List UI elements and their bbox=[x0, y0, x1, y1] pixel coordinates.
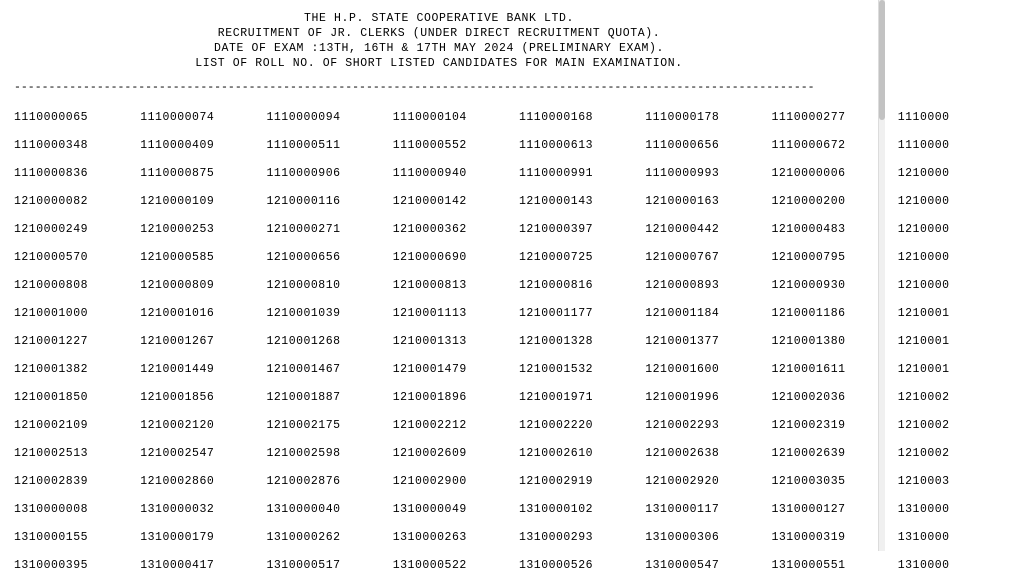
roll-number-cell: 1210000442 bbox=[645, 223, 720, 236]
roll-number-cell: 1210001377 bbox=[645, 335, 720, 348]
roll-number-cell: 1210001380 bbox=[771, 335, 846, 348]
roll-number-cell: 1210000082 bbox=[14, 195, 89, 208]
roll-number-cell: 1210002513 bbox=[14, 447, 89, 460]
roll-number-cell: 1210000 bbox=[897, 251, 950, 264]
roll-number-cell: 1110000 bbox=[897, 139, 950, 152]
roll-number-cell: 1210001850 bbox=[14, 391, 89, 404]
roll-number-cell: 1210001113 bbox=[392, 307, 467, 320]
roll-number-cell: 1210001479 bbox=[392, 363, 467, 376]
header-line-title: THE H.P. STATE COOPERATIVE BANK LTD. bbox=[303, 12, 575, 25]
roll-number-cell: 1210000483 bbox=[771, 223, 846, 236]
roll-number-cell: 1210001186 bbox=[771, 307, 846, 320]
roll-number-cell: 1310000 bbox=[897, 503, 950, 516]
roll-number-table bbox=[14, 104, 1024, 580]
roll-number-cell: 1210000816 bbox=[519, 279, 594, 292]
roll-number-cell: 1110000993 bbox=[645, 167, 720, 180]
roll-number-cell: 1210002 bbox=[897, 391, 950, 404]
roll-number-cell: 1210003035 bbox=[771, 475, 846, 488]
roll-number-cell: 1310000306 bbox=[645, 531, 720, 544]
roll-number-cell: 1210000116 bbox=[266, 195, 341, 208]
roll-number-cell: 1210001 bbox=[897, 335, 950, 348]
roll-number-cell: 1210001611 bbox=[771, 363, 846, 376]
roll-number-cell: 1110000074 bbox=[140, 111, 215, 124]
roll-number-cell: 1310000117 bbox=[645, 503, 720, 516]
roll-number-cell: 1210002036 bbox=[771, 391, 846, 404]
roll-number-cell: 1210001896 bbox=[392, 391, 467, 404]
header-line-recruitment: RECRUITMENT OF JR. CLERKS (UNDER DIRECT RECRUITMENT QUOTA). bbox=[217, 27, 661, 40]
roll-number-cell: 1310000526 bbox=[519, 559, 594, 572]
roll-number-cell: 1210000930 bbox=[771, 279, 846, 292]
roll-number-cell: 1210000813 bbox=[392, 279, 467, 292]
table-row bbox=[14, 440, 1024, 468]
roll-number-cell: 1210002860 bbox=[140, 475, 215, 488]
table-row bbox=[14, 356, 1024, 384]
roll-number-cell: 1310000127 bbox=[771, 503, 846, 516]
roll-number-cell: 1210002920 bbox=[645, 475, 720, 488]
roll-number-cell: 1210002598 bbox=[266, 447, 341, 460]
roll-number-cell: 1210000200 bbox=[771, 195, 846, 208]
roll-number-cell: 1210000585 bbox=[140, 251, 215, 264]
roll-number-cell: 1210002876 bbox=[266, 475, 341, 488]
header-spacer bbox=[0, 95, 878, 104]
roll-number-cell: 1210000006 bbox=[771, 167, 846, 180]
roll-number-cell: 1210001 bbox=[897, 363, 950, 376]
table-row bbox=[14, 244, 1024, 272]
roll-number-cell: 1210000 bbox=[897, 167, 950, 180]
roll-number-cell: 1210002919 bbox=[519, 475, 594, 488]
roll-number-cell: 1210001227 bbox=[14, 335, 89, 348]
roll-number-cell: 1310000522 bbox=[392, 559, 467, 572]
roll-number-cell: 1210001887 bbox=[266, 391, 341, 404]
table-row bbox=[14, 412, 1024, 440]
roll-number-cell: 1210001177 bbox=[519, 307, 594, 320]
roll-number-cell: 1210000656 bbox=[266, 251, 341, 264]
roll-number-cell: 1210000795 bbox=[771, 251, 846, 264]
roll-number-cell: 1210002220 bbox=[519, 419, 594, 432]
roll-number-cell: 1110000348 bbox=[14, 139, 89, 152]
roll-number-cell: 1210002638 bbox=[645, 447, 720, 460]
roll-number-cell: 1110000104 bbox=[392, 111, 467, 124]
roll-number-cell: 1310000 bbox=[897, 531, 950, 544]
roll-number-cell: 1210001016 bbox=[140, 307, 215, 320]
roll-number-cell: 1210001267 bbox=[140, 335, 215, 348]
roll-number-cell: 1210000810 bbox=[266, 279, 341, 292]
roll-number-cell: 1210000397 bbox=[519, 223, 594, 236]
roll-number-cell: 1210002120 bbox=[140, 419, 215, 432]
roll-number-cell: 1110000940 bbox=[392, 167, 467, 180]
roll-number-cell: 1210002610 bbox=[519, 447, 594, 460]
roll-number-cell: 1210000690 bbox=[392, 251, 467, 264]
table-row bbox=[14, 328, 1024, 356]
roll-number-cell: 1210002 bbox=[897, 419, 950, 432]
roll-number-cell: 1210001328 bbox=[519, 335, 594, 348]
roll-number-cell: 1210001000 bbox=[14, 307, 89, 320]
table-row bbox=[14, 300, 1024, 328]
roll-number-cell: 1210000249 bbox=[14, 223, 89, 236]
roll-number-cell: 1210001467 bbox=[266, 363, 341, 376]
roll-number-cell: 1210000253 bbox=[140, 223, 215, 236]
roll-number-cell: 1210000362 bbox=[392, 223, 467, 236]
roll-number-cell: 1210001449 bbox=[140, 363, 215, 376]
roll-number-cell: 1210001532 bbox=[519, 363, 594, 376]
roll-number-cell: 1210000142 bbox=[392, 195, 467, 208]
roll-number-cell: 1110000168 bbox=[519, 111, 594, 124]
roll-number-cell: 1210001382 bbox=[14, 363, 89, 376]
roll-number-cell: 1210003 bbox=[897, 475, 950, 488]
roll-number-cell: 1210001996 bbox=[645, 391, 720, 404]
table-row bbox=[14, 524, 1024, 552]
roll-number-cell: 1110000613 bbox=[519, 139, 594, 152]
roll-number-cell: 1110000178 bbox=[645, 111, 720, 124]
roll-number-cell: 1210001184 bbox=[645, 307, 720, 320]
roll-number-cell: 1310000040 bbox=[266, 503, 341, 516]
roll-number-cell: 1210002639 bbox=[771, 447, 846, 460]
roll-number-cell: 1210000809 bbox=[140, 279, 215, 292]
roll-number-cell: 1210001268 bbox=[266, 335, 341, 348]
roll-number-cell: 1210002175 bbox=[266, 419, 341, 432]
table-row bbox=[14, 104, 1024, 132]
roll-number-cell: 1210000109 bbox=[140, 195, 215, 208]
roll-number-cell: 1210000 bbox=[897, 279, 950, 292]
roll-number-cell: 1210000893 bbox=[645, 279, 720, 292]
roll-number-cell: 1310000417 bbox=[140, 559, 215, 572]
table-row bbox=[14, 188, 1024, 216]
roll-number-cell: 1210002212 bbox=[392, 419, 467, 432]
roll-number-cell: 1110000875 bbox=[140, 167, 215, 180]
roll-number-cell: 1210002 bbox=[897, 447, 950, 460]
roll-number-cell: 1210002609 bbox=[392, 447, 467, 460]
roll-number-cell: 1210000143 bbox=[519, 195, 594, 208]
vertical-scrollbar[interactable] bbox=[878, 0, 885, 551]
roll-number-cell: 1110000836 bbox=[14, 167, 89, 180]
roll-number-cell: 1210000808 bbox=[14, 279, 89, 292]
roll-number-cell: 1310000179 bbox=[140, 531, 215, 544]
table-row bbox=[14, 132, 1024, 160]
roll-number-cell: 1310000032 bbox=[140, 503, 215, 516]
roll-number-cell: 1110000065 bbox=[14, 111, 89, 124]
table-row bbox=[14, 552, 1024, 580]
roll-number-cell: 1110000672 bbox=[771, 139, 846, 152]
vertical-scrollbar-thumb[interactable] bbox=[879, 0, 885, 120]
document-header bbox=[0, 8, 878, 71]
roll-number-cell: 1210000271 bbox=[266, 223, 341, 236]
roll-number-cell: 1210000725 bbox=[519, 251, 594, 264]
roll-number-cell: 1310000293 bbox=[519, 531, 594, 544]
roll-number-cell: 1110000511 bbox=[266, 139, 341, 152]
table-row bbox=[14, 496, 1024, 524]
roll-number-cell: 1210002293 bbox=[645, 419, 720, 432]
roll-number-cell: 1110000409 bbox=[140, 139, 215, 152]
header-separator-rule: -------------------------------------------------------------------------------------------------------------------- bbox=[14, 81, 815, 94]
roll-number-cell: 1210002547 bbox=[140, 447, 215, 460]
roll-number-cell: 1210001856 bbox=[140, 391, 215, 404]
roll-number-cell: 1310000551 bbox=[771, 559, 846, 572]
roll-number-cell: 1210001313 bbox=[392, 335, 467, 348]
roll-number-cell: 1310000263 bbox=[392, 531, 467, 544]
roll-number-cell: 1310000155 bbox=[14, 531, 89, 544]
roll-number-table-body bbox=[14, 104, 1024, 580]
roll-number-cell: 1110000552 bbox=[392, 139, 467, 152]
roll-number-cell: 1110000 bbox=[897, 111, 950, 124]
table-row bbox=[14, 384, 1024, 412]
roll-number-cell: 1210002900 bbox=[392, 475, 467, 488]
roll-number-cell: 1210000570 bbox=[14, 251, 89, 264]
roll-number-cell: 1210000767 bbox=[645, 251, 720, 264]
table-row bbox=[14, 216, 1024, 244]
roll-number-cell: 1210000 bbox=[897, 195, 950, 208]
roll-number-cell: 1310000319 bbox=[771, 531, 846, 544]
roll-number-cell: 1310000517 bbox=[266, 559, 341, 572]
roll-number-cell: 1210000 bbox=[897, 223, 950, 236]
roll-number-cell: 1110000094 bbox=[266, 111, 341, 124]
roll-number-cell: 1210001971 bbox=[519, 391, 594, 404]
table-row bbox=[14, 272, 1024, 300]
roll-number-cell: 1310000049 bbox=[392, 503, 467, 516]
roll-number-cell: 1210002109 bbox=[14, 419, 89, 432]
roll-number-cell: 1310000547 bbox=[645, 559, 720, 572]
roll-number-cell: 1210002319 bbox=[771, 419, 846, 432]
roll-number-cell: 1110000277 bbox=[771, 111, 846, 124]
roll-number-cell: 1210000163 bbox=[645, 195, 720, 208]
header-line-list-description: LIST OF ROLL NO. OF SHORT LISTED CANDIDATES FOR MAIN EXAMINATION. bbox=[195, 57, 683, 70]
table-row bbox=[14, 160, 1024, 188]
roll-number-cell: 1310000395 bbox=[14, 559, 89, 572]
roll-number-cell: 1110000991 bbox=[519, 167, 594, 180]
roll-number-cell: 1310000008 bbox=[14, 503, 89, 516]
roll-number-cell: 1310000 bbox=[897, 559, 950, 572]
roll-number-cell: 1110000656 bbox=[645, 139, 720, 152]
roll-number-cell: 1210001600 bbox=[645, 363, 720, 376]
roll-number-cell: 1210001039 bbox=[266, 307, 341, 320]
table-row bbox=[14, 468, 1024, 496]
header-line-exam-date: DATE OF EXAM :13TH, 16TH & 17TH MAY 2024 (PRELIMINARY EXAM). bbox=[213, 42, 665, 55]
roll-number-cell: 1210001 bbox=[897, 307, 950, 320]
roll-number-cell: 1210002839 bbox=[14, 475, 89, 488]
roll-number-cell: 1310000262 bbox=[266, 531, 341, 544]
roll-number-cell: 1310000102 bbox=[519, 503, 594, 516]
roll-number-cell: 1110000906 bbox=[266, 167, 341, 180]
